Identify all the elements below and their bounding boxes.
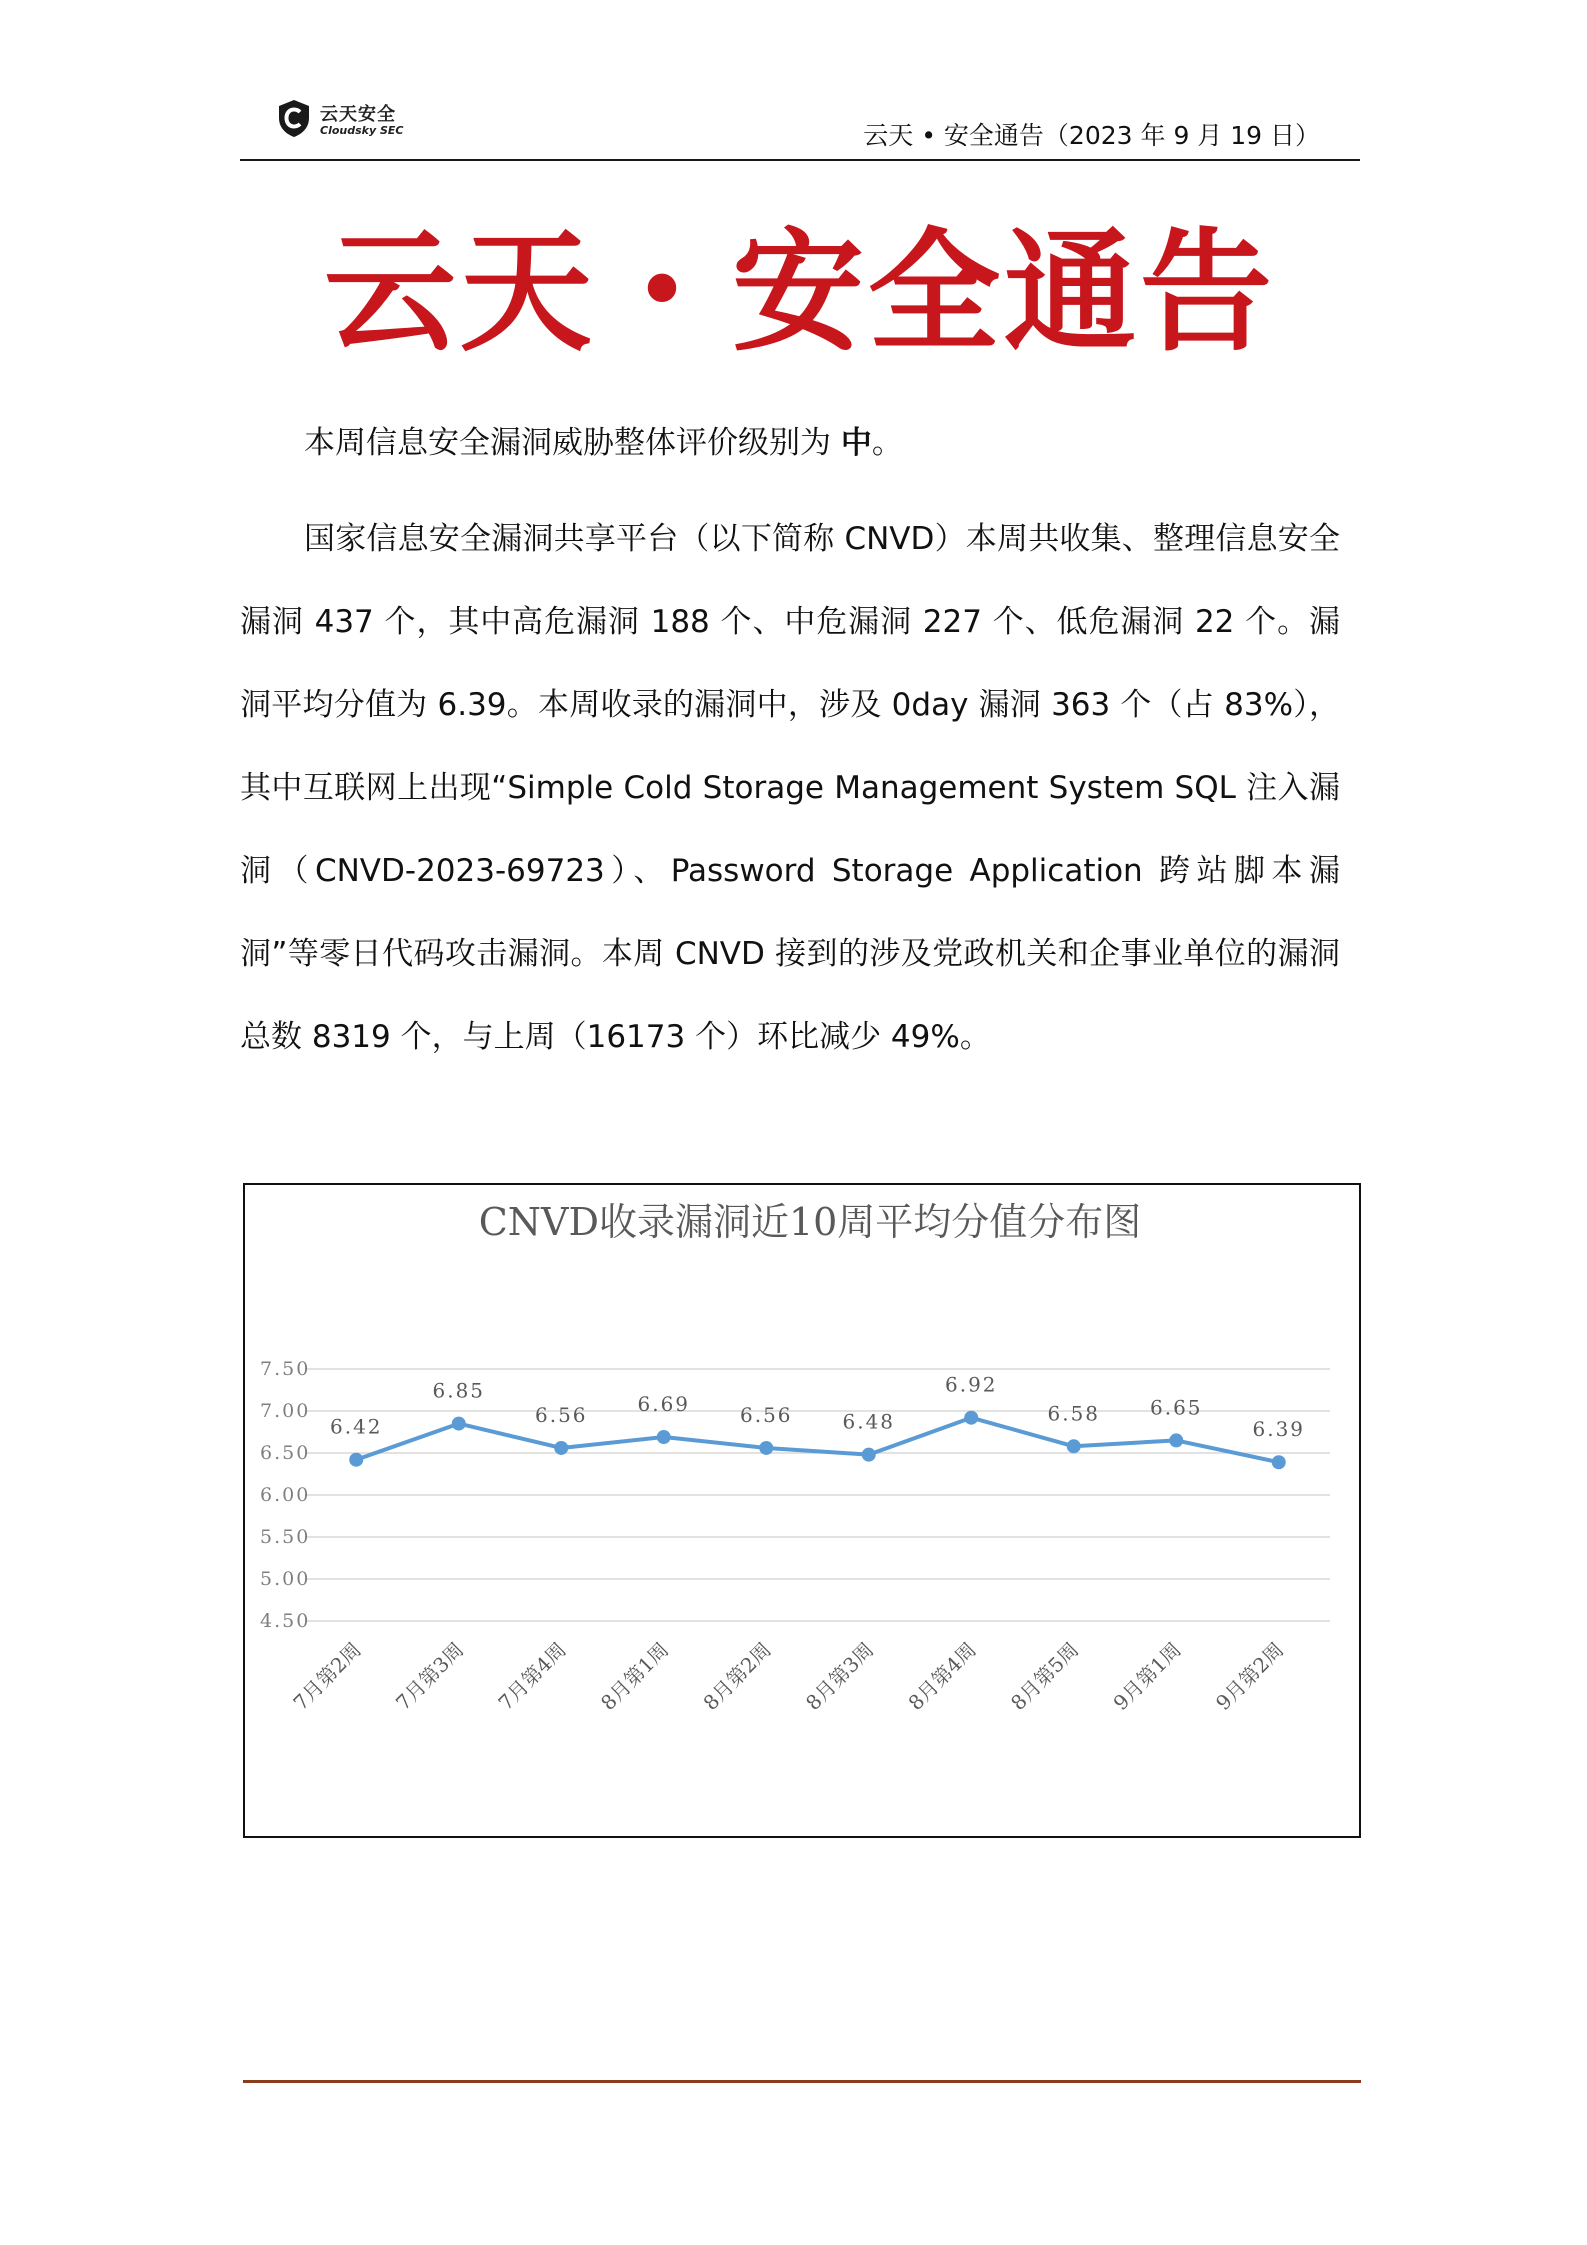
- data-point: [349, 1453, 363, 1467]
- data-label: 6.65: [1149, 1395, 1203, 1420]
- x-category-label: 8月第1周: [595, 1637, 674, 1715]
- logo-cn-text: 云天安全: [320, 104, 396, 125]
- summary-paragraph: 国家信息安全漏洞共享平台（以下简称 CNVD）本周共收集、整理信息安全漏洞 437 个，其中高危漏洞 188 个、中危漏洞 227 个、低危漏洞 22 个。漏洞平均分值为 6.39。本周收录的漏洞中，涉及 0day 漏洞 363 个（占 83%），其中互联网上出现“Simple Cold Storage Management System SQL 注入漏洞（CNVD-2023-69723）、Password Storage Application 跨站脚本漏洞”等零日代码攻击漏洞。本周 CNVD 接到的涉及党政机关和企事业单位的漏洞总数 8319 个，与上周（16173 个）环比减少 49%。: [240, 521, 1340, 1055]
- data-label: 6.48: [842, 1409, 896, 1434]
- y-tick-label: 6.00: [260, 1484, 311, 1506]
- chart-title: CNVD收录漏洞近10周平均分值分布图: [478, 1200, 1142, 1244]
- x-category-label: 9月第2周: [1210, 1637, 1289, 1715]
- x-category-label: 8月第3周: [800, 1637, 879, 1715]
- data-label: 6.69: [637, 1392, 691, 1417]
- x-category-label: 8月第4周: [903, 1637, 981, 1715]
- x-category-label: 8月第5周: [1005, 1637, 1084, 1715]
- y-tick-label: 5.00: [260, 1568, 311, 1590]
- threat-level-suffix: 。: [871, 425, 903, 461]
- threat-level-prefix: 本周信息安全漏洞威胁整体评价级别为: [304, 425, 831, 461]
- data-label: 6.85: [432, 1378, 486, 1403]
- chart-canvas: [245, 1185, 1359, 1836]
- data-label: 6.56: [534, 1402, 588, 1427]
- y-tick-label: 6.50: [260, 1442, 311, 1464]
- x-category-label: 7月第2周: [288, 1637, 366, 1715]
- x-category-label: 9月第1周: [1108, 1637, 1186, 1715]
- data-point: [1272, 1455, 1286, 1469]
- footer-divider: [243, 2080, 1361, 2083]
- x-category-label: 7月第3周: [390, 1637, 469, 1715]
- data-point: [452, 1417, 466, 1431]
- data-point: [759, 1441, 773, 1455]
- data-label: 6.58: [1047, 1401, 1101, 1426]
- data-point: [964, 1411, 978, 1425]
- y-tick-label: 4.50: [260, 1610, 311, 1632]
- header-divider: [240, 159, 1360, 161]
- y-tick-label: 7.50: [260, 1358, 311, 1380]
- bulletin-title: 云天・安全通告: [324, 215, 1276, 370]
- series-line: [356, 1418, 1279, 1463]
- threat-level-value: 中: [840, 425, 872, 461]
- y-tick-label: 5.50: [260, 1526, 311, 1548]
- data-label: 6.56: [739, 1402, 793, 1427]
- data-point: [862, 1448, 876, 1462]
- threat-level-paragraph: [240, 418, 1340, 468]
- x-category-label: 7月第4周: [493, 1637, 571, 1715]
- data-label: 6.92: [944, 1372, 998, 1397]
- x-category-label: 8月第2周: [698, 1637, 776, 1715]
- cloudsky-logo: [276, 98, 476, 144]
- data-point: [1067, 1439, 1081, 1453]
- data-point: [657, 1430, 671, 1444]
- shield-c-icon: [276, 98, 312, 138]
- score-distribution-chart: [243, 1183, 1361, 1838]
- logo-en-text: Cloudsky SEC: [320, 124, 404, 137]
- data-point: [554, 1441, 568, 1455]
- page-header: [240, 96, 1360, 160]
- header-date-title: 云天 • 安全通告（2023 年 9 月 19 日）: [863, 121, 1320, 150]
- data-point: [1169, 1433, 1183, 1447]
- y-tick-label: 7.00: [260, 1400, 311, 1422]
- data-label: 6.42: [329, 1414, 383, 1439]
- data-label: 6.39: [1252, 1417, 1306, 1442]
